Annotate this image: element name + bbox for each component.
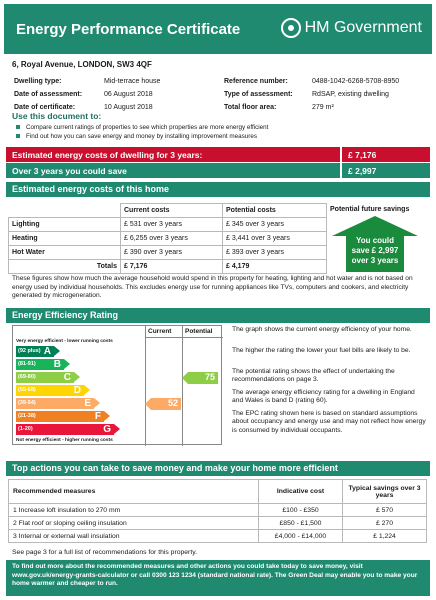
section-heading-actions: Top actions you can take to save money and make your home more efficient	[6, 461, 430, 476]
detail-value: RdSAP, existing dwelling	[312, 91, 389, 98]
rating-band-tip	[114, 424, 120, 434]
rating-band-range: (81-91)	[18, 361, 36, 367]
detail-key: Date of certificate:	[14, 104, 76, 111]
table-row	[9, 232, 327, 246]
detail-value: 10 August 2018	[104, 104, 153, 111]
total-current: £ 7,176	[121, 260, 223, 274]
table-corner	[9, 204, 121, 218]
costs-note: These figures show how much the average household would spend in this property for heating, lighting and hot water and is not based on energy used by individual households. This excludes energy use for running appliances like TVs, computers and cookers, and electricity generated by microgeneration.	[12, 275, 413, 299]
measure-name: 1 Increase loft insulation to 270 mm	[9, 504, 259, 517]
divider	[182, 326, 183, 446]
detail-key: Date of assessment:	[14, 91, 83, 98]
list-item: Compare current ratings of properties to see which properties are more energy efficient	[16, 124, 268, 131]
crest-icon	[281, 18, 301, 38]
rating-text: The potential rating shows the effect of undertaking the recommendations on page 3.	[232, 368, 395, 384]
table-row	[9, 517, 427, 530]
detail-value: 0488-1042-6268-5708-8950	[312, 78, 400, 85]
row-label: Heating	[9, 232, 121, 246]
col-measures: Recommended measures	[9, 480, 259, 504]
gov-logo	[281, 18, 422, 38]
table-row	[9, 218, 327, 232]
total-potential: £ 4,179	[223, 260, 327, 274]
table-row	[9, 530, 427, 543]
costs-table	[8, 203, 327, 274]
row-label: Lighting	[9, 218, 121, 232]
detail-key: Dwelling type:	[14, 78, 62, 85]
savings-label: Over 3 years you could save	[12, 166, 127, 176]
use-document-heading: Use this document to:	[12, 111, 102, 121]
certificate-title: Energy Performance Certificate	[16, 21, 241, 38]
rating-text: The average energy efficiency rating for a dwelling in England and Wales is band D (rating 60).	[232, 389, 415, 405]
potential-cost: £ 345 over 3 years	[223, 218, 327, 232]
table-row	[9, 504, 427, 517]
rating-band-range: (39-54)	[18, 400, 36, 406]
list-item: Find out how you can save energy and money by installing improvement measures	[16, 133, 268, 140]
details-left	[12, 74, 162, 115]
measure-saving: £ 1,224	[343, 530, 427, 543]
rating-band-range: (92 plus)	[18, 348, 41, 354]
estimated-cost-band	[6, 147, 430, 162]
property-address: 6, Royal Avenue, LONDON, SW3 4QF	[12, 60, 152, 69]
detail-value: 279 m²	[312, 104, 334, 111]
rating-band-range: (1-20)	[18, 426, 33, 432]
col-potential-costs: Potential costs	[223, 204, 327, 218]
rating-col-potential: Potential	[185, 328, 213, 335]
rating-band-e	[16, 398, 94, 409]
savings-band	[6, 163, 430, 178]
rating-band-range: (21-38)	[18, 413, 36, 419]
col-indicative-cost: Indicative cost	[259, 480, 343, 504]
row-label: Hot Water	[9, 246, 121, 260]
totals-label: Totals	[9, 260, 121, 274]
use-document-list	[16, 124, 268, 142]
gov-logo-text: HM Government	[304, 19, 422, 36]
actions-table	[8, 479, 427, 543]
certificate-header	[4, 4, 432, 54]
divider	[145, 326, 146, 446]
rating-band-tip	[74, 372, 80, 382]
rating-band-b	[16, 359, 64, 370]
rating-band-letter: E	[84, 398, 91, 409]
current-cost: £ 390 over 3 years	[121, 246, 223, 260]
col-current-costs: Current costs	[121, 204, 223, 218]
details-right	[222, 74, 401, 115]
detail-value: Mid-terrace house	[104, 78, 161, 85]
rating-band-letter: F	[94, 411, 101, 422]
rating-band-a	[16, 346, 54, 357]
measure-name: 2 Flat roof or sloping ceiling insulation	[9, 517, 259, 530]
see-page-note: See page 3 for a full list of recommendations for this property.	[12, 549, 197, 556]
savings-line: You could	[355, 236, 395, 245]
rating-band-tip	[94, 398, 100, 408]
rating-band-f	[16, 411, 104, 422]
potential-cost: £ 3,441 over 3 years	[223, 232, 327, 246]
measure-cost: £4,000 - £14,000	[259, 530, 343, 543]
section-heading-costs: Estimated energy costs of this home	[6, 182, 430, 197]
efficiency-rating-chart	[12, 325, 222, 445]
rating-band-letter: A	[43, 346, 51, 357]
rating-text: The EPC rating shown here is based on standard assumptions about occupancy and energy use and may not reflect how energy is consumed by individual occupants.	[232, 410, 426, 434]
detail-key: Total floor area:	[224, 104, 277, 111]
current-cost: £ 6,255 over 3 years	[121, 232, 223, 246]
col-typical-savings: Typical savings over 3 years	[343, 480, 427, 504]
potential-rating-indicator: 75	[188, 372, 218, 384]
detail-key: Type of assessment:	[224, 91, 293, 98]
detail-key: Reference number:	[224, 78, 288, 85]
divider	[145, 337, 223, 338]
measure-saving: £ 270	[343, 517, 427, 530]
section-heading-rating: Energy Efficiency Rating	[6, 308, 430, 323]
measure-cost: £850 - £1,500	[259, 517, 343, 530]
indicator-tip	[182, 372, 188, 384]
savings-arrow-text	[332, 236, 418, 266]
savings-value: £ 2,997	[340, 163, 430, 178]
indicator-tip	[145, 398, 151, 410]
rating-band-g	[16, 424, 114, 435]
rating-band-tip	[54, 346, 60, 356]
current-rating-indicator: 52	[151, 398, 181, 410]
rating-band-range: (55-68)	[18, 387, 36, 393]
rating-top-label: Very energy efficient - lower running costs	[16, 339, 113, 344]
rating-band-tip	[84, 385, 90, 395]
estimated-cost-label: Estimated energy costs of dwelling for 3 years:	[12, 150, 203, 160]
measure-saving: £ 570	[343, 504, 427, 517]
rating-band-letter: G	[103, 424, 111, 435]
rating-band-letter: B	[53, 359, 61, 370]
measure-name: 3 Internal or external wall insulation	[9, 530, 259, 543]
current-cost: £ 531 over 3 years	[121, 218, 223, 232]
rating-band-letter: D	[73, 385, 81, 396]
table-row	[9, 246, 327, 260]
rating-band-d	[16, 385, 84, 396]
rating-band-letter: C	[63, 372, 71, 383]
potential-cost: £ 393 over 3 years	[223, 246, 327, 260]
estimated-cost-value: £ 7,176	[340, 147, 430, 162]
footer-info: To find out more about the recommended measures and other actions you could take today to save money, visit www.gov.uk/energy-grants-calculator or call 0300 123 1234 (standard national rate). The Green Deal may enable you to make your home warmer and cheaper to run.	[6, 560, 430, 596]
detail-value: 06 August 2018	[104, 91, 153, 98]
rating-band-tip	[64, 359, 70, 369]
rating-text: The higher the rating the lower your fuel bills are likely to be.	[232, 347, 411, 354]
measure-cost: £100 - £350	[259, 504, 343, 517]
future-savings-heading: Potential future savings	[330, 206, 410, 213]
rating-bottom-label: Not energy efficient - higher running costs	[16, 438, 113, 443]
rating-band-range: (69-80)	[18, 374, 36, 380]
rating-col-current: Current	[148, 328, 172, 335]
rating-band-tip	[104, 411, 110, 421]
totals-row	[9, 260, 327, 274]
savings-line: save £ 2,997	[351, 246, 399, 255]
savings-line: over 3 years	[351, 256, 399, 265]
rating-band-c	[16, 372, 74, 383]
rating-text: The graph shows the current energy efficiency of your home.	[232, 326, 412, 333]
